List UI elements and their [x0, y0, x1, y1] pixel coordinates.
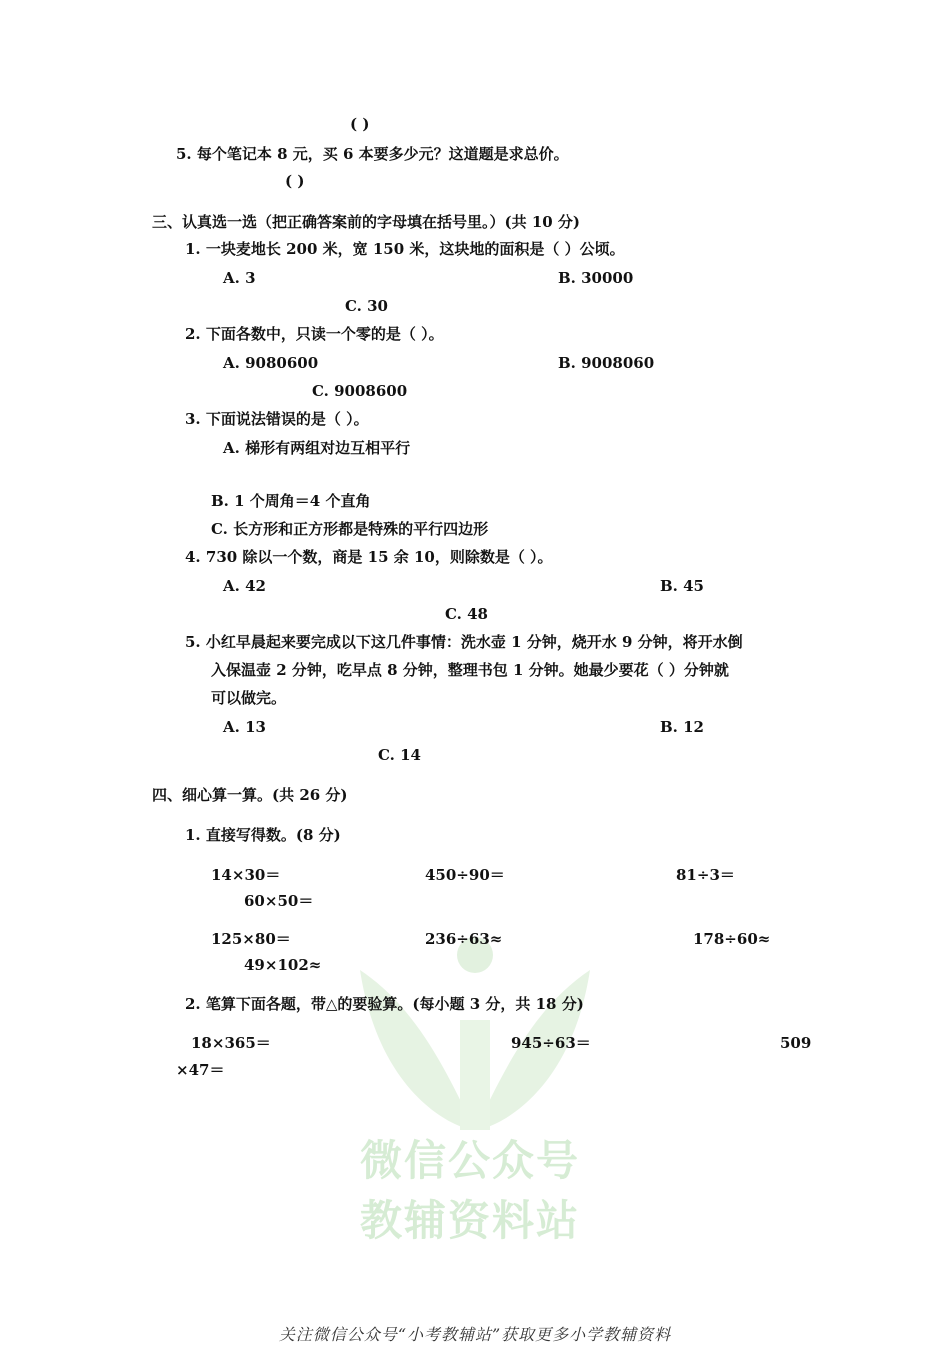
watermark-text-2: 教辅资料站 [360, 1196, 581, 1245]
s3-q5-option-b: B. 12 [660, 718, 704, 736]
s3-q1-option-c: C. 30 [345, 297, 388, 315]
s3-q3-option-b: B. 1 个周角＝4 个直角 [211, 492, 371, 510]
s4-p1-title: 1. 直接写得数。(8 分) [185, 826, 341, 844]
footer-note: 关注微信公众号“小考教辅站”获取更多小学教辅资料 [278, 1325, 672, 1344]
s3-q1-option-a: A. 3 [223, 269, 256, 287]
s3-q5-option-a: A. 13 [223, 718, 266, 736]
s3-q4-option-b: B. 45 [660, 577, 704, 595]
s4-p2-title: 2. 笔算下面各题，带△的要验算。(每小题 3 分，共 18 分) [185, 995, 584, 1013]
s3-q2-option-c: C. 9008600 [312, 382, 408, 400]
s4-p1-expr-6: 236÷63≈ [425, 930, 503, 948]
s3-q3-text: 3. 下面说法错误的是（ ）。 [185, 410, 369, 428]
s4-p2-expr-3b: ×47＝ [176, 1061, 225, 1079]
s3-q4-option-a: A. 42 [223, 577, 266, 595]
s4-p2-expr-2: 945÷63＝ [511, 1034, 591, 1052]
judge-q5-text: 5. 每个笔记本 8 元，买 6 本要多少元？这道题是求总价。 [176, 145, 569, 163]
s3-q5-line-3: 可以做完。 [211, 689, 287, 707]
section-4-title: 四、细心算一算。(共 26 分) [152, 786, 348, 804]
s3-q5-line-1: 5. 小红早晨起来要完成以下这几件事情：洗水壶 1 分钟，烧开水 9 分钟，将开水倒 [185, 633, 743, 651]
s4-p1-expr-8: 49×102≈ [244, 956, 322, 974]
watermark-text-1: 微信公众号 [360, 1136, 581, 1185]
s4-p1-expr-7: 178÷60≈ [693, 930, 771, 948]
s3-q4-text: 4. 730 除以一个数，商是 15 余 10，则除数是（ ）。 [185, 548, 553, 566]
s4-p1-expr-1: 14×30＝ [211, 866, 281, 884]
s3-q2-text: 2. 下面各数中，只读一个零的是（ ）。 [185, 325, 444, 343]
q4-answer-blank: ( ) [350, 115, 370, 133]
s4-p1-expr-2: 450÷90＝ [425, 866, 505, 884]
s3-q3-option-c: C. 长方形和正方形都是特殊的平行四边形 [211, 520, 489, 538]
s3-q2-option-a: A. 9080600 [223, 354, 319, 372]
s4-p2-expr-3a: 509 [780, 1034, 812, 1052]
s3-q2-option-b: B. 9008060 [558, 354, 655, 372]
s3-q3-option-a: A. 梯形有两组对边互相平行 [223, 439, 411, 457]
s3-q1-text: 1. 一块麦地长 200 米，宽 150 米，这块地的面积是（ ）公顷。 [185, 240, 625, 258]
s3-q4-option-c: C. 48 [445, 605, 488, 623]
s4-p2-expr-1: 18×365＝ [191, 1034, 271, 1052]
s3-q5-option-c: C. 14 [378, 746, 421, 764]
s3-q5-line-2: 入保温壶 2 分钟，吃早点 8 分钟，整理书包 1 分钟。她最少要花（ ）分钟就 [211, 661, 729, 679]
s3-q1-option-b: B. 30000 [558, 269, 634, 287]
s4-p1-expr-3: 81÷3＝ [676, 866, 735, 884]
judge-q5-blank: ( ) [285, 172, 305, 190]
s4-p1-expr-4: 60×50＝ [244, 892, 314, 910]
s4-p1-expr-5: 125×80＝ [211, 930, 291, 948]
section-3-title: 三、认真选一选（把正确答案前的字母填在括号里。）(共 10 分) [152, 213, 581, 231]
